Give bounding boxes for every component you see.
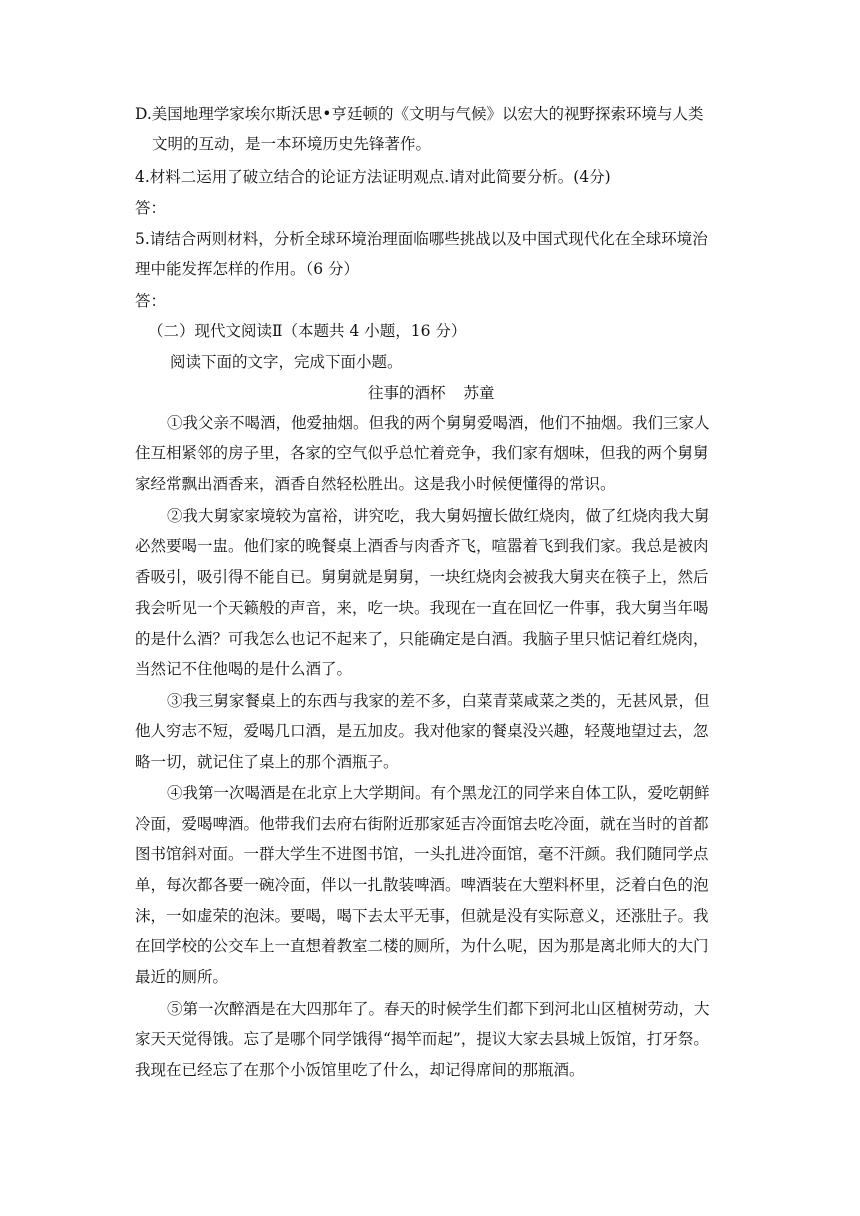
paragraph-4-line-2: 冷面，爱喝啤酒。他带我们去府右街附近那家延吉冷面馆去吃冷面，就在当时的首都 bbox=[135, 815, 709, 833]
paragraph-2-line-4: 我会听见一个天籁般的声音，来，吃一块。我现在一直在回忆一件事，我大舅当年喝 bbox=[135, 599, 709, 617]
article-author: 苏童 bbox=[463, 384, 495, 402]
paragraph-3-line-2: 他人穷志不短，爱喝几口酒，是五加皮。我对他家的餐桌没兴趣，轻蔑地望过去，忽 bbox=[135, 722, 709, 740]
option-d-line-2: 文明的互动，是一本环境历史先锋著作。 bbox=[152, 135, 432, 153]
paragraph-1-line-1: ①我父亲不喝酒，他爱抽烟。但我的两个舅舅爱喝酒，他们不抽烟。我们三家人 bbox=[167, 414, 710, 432]
option-d-line-1: D.美国地理学家埃尔斯沃思•亨廷顿的《文明与气候》以宏大的视野探索环境与人类 bbox=[135, 105, 704, 123]
question-5-line-1: 5.请结合两则材料，分析全球环境治理面临哪些挑战以及中国式现代化在全球环境治 bbox=[135, 230, 708, 248]
answer-label-q5: 答： bbox=[135, 292, 167, 310]
paragraph-2-line-5: 的是什么酒？可我怎么也记不起来了，只能确定是白酒。我脑子里只惦记着红烧肉， bbox=[135, 630, 709, 648]
paragraph-4-line-1: ④我第一次喝酒是在北京上大学期间。有个黑龙江的同学来自体工队，爱吃朝鲜 bbox=[167, 784, 710, 802]
paragraph-4-line-4: 单，每次都各要一碗冷面，伴以一扎散装啤酒。啤酒装在大塑料杯里，泛着白色的泡 bbox=[135, 876, 709, 894]
paragraph-1-line-2: 住互相紧邻的房子里，各家的空气似乎总忙着竞争，我们家有烟味，但我的两个舅舅 bbox=[135, 444, 709, 462]
paragraph-2-line-2: 必然要喝一盅。他们家的晚餐桌上酒香与肉香齐飞，喧嚣着飞到我们家。我总是被肉 bbox=[135, 537, 709, 555]
paragraph-3-line-3: 略一切，就记住了桌上的那个酒瓶子。 bbox=[135, 753, 399, 771]
paragraph-2-line-6: 当然记不住他喝的是什么酒了。 bbox=[135, 660, 353, 678]
paragraph-4-line-6: 在回学校的公交车上一直想着教室二楼的厕所，为什么呢，因为那是离北师大的大门 bbox=[135, 937, 709, 955]
paragraph-4-line-7: 最近的厕所。 bbox=[135, 968, 229, 986]
paragraph-4-line-3: 图书馆斜对面。一群大学生不进图书馆，一头扎进冷面馆，毫不汗颜。我们随同学点 bbox=[135, 845, 709, 863]
section-header: （二）现代文阅读Ⅱ（本题共 4 小题，16 分） bbox=[148, 322, 467, 340]
paragraph-2-line-1: ②我大舅家家境较为富裕，讲究吃，我大舅妈擅长做红烧肉，做了红烧肉我大舅 bbox=[167, 507, 710, 525]
paragraph-5-line-2: 家天天觉得饿。忘了是哪个同学饿得“揭竿而起”，提议大家去县城上饭馆，打牙祭。 bbox=[135, 1030, 709, 1048]
article-title: 往事的酒杯 bbox=[368, 384, 446, 402]
paragraph-5-line-1: ⑤第一次醉酒是在大四那年了。春天的时候学生们都下到河北山区植树劳动，大 bbox=[167, 1000, 710, 1018]
paragraph-3-line-1: ③我三舅家餐桌上的东西与我家的差不多，白菜青菜咸菜之类的，无甚风景，但 bbox=[167, 692, 710, 710]
answer-label-q4: 答： bbox=[135, 199, 167, 217]
question-5-line-2: 理中能发挥怎样的作用。（6 分） bbox=[135, 260, 360, 278]
question-4: 4.材料二运用了破立结合的论证方法证明观点.请对此简要分析。(4分) bbox=[135, 168, 611, 186]
article-heading bbox=[368, 382, 495, 404]
paragraph-1-line-3: 家经常飘出酒香来，酒香自然轻松胜出。这是我小时候便懂得的常识。 bbox=[135, 475, 616, 493]
paragraph-2-line-3: 香吸引，吸引得不能自已。舅舅就是舅舅，一块红烧肉会被我大舅夹在筷子上，然后 bbox=[135, 568, 709, 586]
reading-instruction: 阅读下面的文字，完成下面小题。 bbox=[170, 353, 403, 371]
paragraph-4-line-5: 沫，一如虚荣的泡沫。要喝，喝下去太平无事，但就是没有实际意义，还涨肚子。我 bbox=[135, 907, 709, 925]
paragraph-5-line-3: 我现在已经忘了在那个小饭馆里吃了什么，却记得席间的那瓶酒。 bbox=[135, 1061, 585, 1079]
